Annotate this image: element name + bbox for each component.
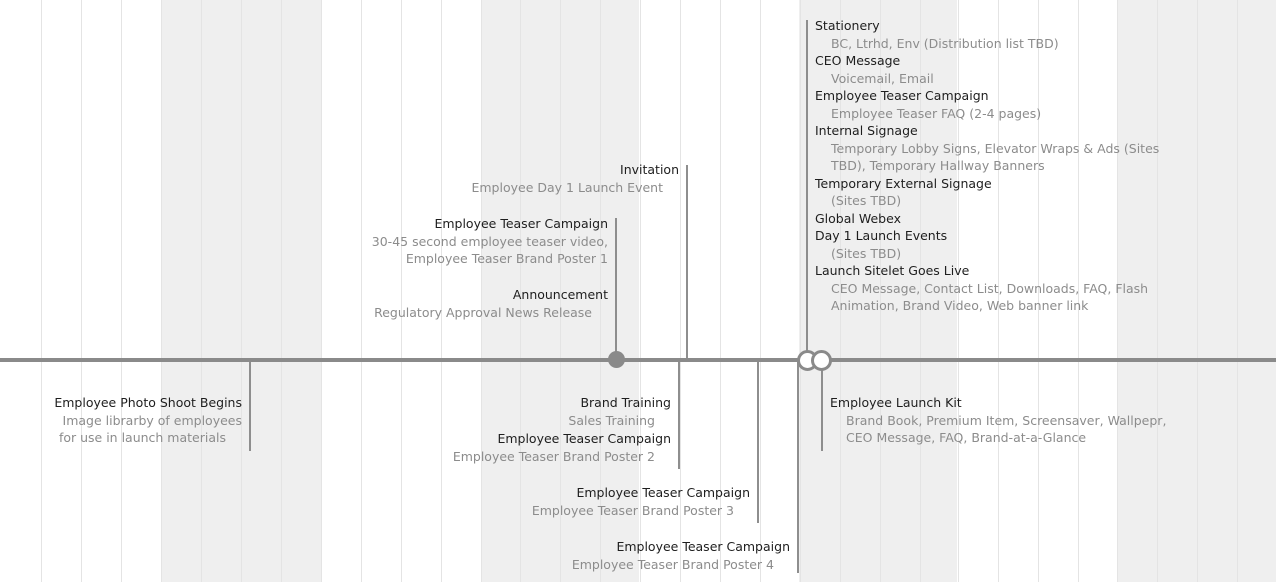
teaser-3-stem: [757, 362, 759, 523]
event-detail: Animation, Brand Video, Web banner link: [831, 298, 1089, 313]
teaser-4-stem: [797, 362, 799, 573]
event-title: Internal Signage: [815, 123, 918, 138]
launch-day-stem: [806, 20, 808, 360]
event-title: Brand Training: [580, 395, 671, 410]
event-detail: Employee Teaser Brand Poster 1: [405, 251, 608, 266]
timeline-axis: [0, 358, 1276, 362]
grid-line: [281, 0, 282, 582]
teaser-4-event: [572, 538, 790, 573]
event-detail: TBD), Temporary Hallway Banners: [831, 158, 1045, 173]
event-title: Employee Teaser Campaign: [815, 88, 989, 103]
event-title: Employee Photo Shoot Begins: [54, 395, 242, 410]
event-detail: (Sites TBD): [831, 245, 902, 261]
event-title: Launch Sitelet Goes Live: [815, 263, 970, 278]
event-title: Employee Teaser Campaign: [497, 431, 671, 446]
event-detail: Temporary Lobby Signs, Elevator Wraps & Ads (Sites: [831, 140, 1160, 156]
teaser-3-event: [532, 484, 750, 519]
event-title: Employee Teaser Campaign: [616, 539, 790, 554]
event-detail: Image librarby of employees: [62, 412, 242, 428]
teaser-1-event: [372, 215, 608, 268]
event-title: Day 1 Launch Events: [815, 228, 948, 243]
grid-line: [800, 0, 801, 582]
event-title: Invitation: [620, 162, 679, 177]
event-detail: Regulatory Approval News Release: [374, 304, 592, 320]
invitation-stem: [686, 165, 688, 360]
launch-kit-event: [830, 394, 1166, 447]
event-title: Employee Launch Kit: [830, 395, 962, 410]
brand-training-event: [568, 394, 671, 429]
event-title: CEO Message: [815, 53, 901, 68]
invitation-event: [471, 161, 679, 196]
grid-line: [161, 0, 162, 582]
grid-line: [201, 0, 202, 582]
event-title: Temporary External Signage: [815, 175, 992, 191]
event-detail: for use in launch materials: [58, 430, 226, 445]
grid-line: [321, 0, 322, 582]
event-detail: CEO Message, Contact List, Downloads, FAQ, Flash: [831, 280, 1149, 296]
event-detail: Employee Teaser Brand Poster 3: [531, 502, 734, 518]
grid-line: [1237, 0, 1238, 582]
event-detail: (Sites TBD): [831, 193, 902, 208]
photo-shoot-stem: [249, 362, 251, 451]
announcement-stem: [615, 218, 617, 360]
event-detail: Voicemail, Email: [831, 70, 934, 86]
event-detail: Employee Day 1 Launch Event: [471, 179, 663, 195]
event-title: Announcement: [512, 287, 608, 302]
event-detail: 30-45 second employee teaser video,: [371, 233, 608, 249]
launch-day-events: [815, 17, 1159, 315]
photo-shoot-event: [54, 394, 242, 447]
event-detail: Brand Book, Premium Item, Screensaver, Wallpepr,: [846, 412, 1167, 428]
event-detail: Sales Training: [568, 412, 655, 428]
grid-line: [41, 0, 42, 582]
grid-line: [361, 0, 362, 582]
grid-line: [1197, 0, 1198, 582]
event-title: Global Webex: [815, 210, 901, 226]
event-title: Employee Teaser Campaign: [576, 485, 750, 500]
event-detail: BC, Ltrhd, Env (Distribution list TBD): [831, 35, 1059, 51]
event-title: Stationery: [815, 18, 880, 33]
grid-line: [760, 0, 761, 582]
announcement-event: [374, 286, 608, 321]
brand-training-stem: [678, 362, 680, 469]
event-detail: Employee Teaser Brand Poster 4: [571, 556, 774, 572]
teaser-2-event: [453, 430, 671, 465]
grid-line: [121, 0, 122, 582]
grid-line: [81, 0, 82, 582]
launch-kit-marker: [811, 350, 832, 371]
launch-kit-stem: [821, 362, 823, 451]
announcement-marker: [608, 351, 625, 368]
event-title: Employee Teaser Campaign: [434, 216, 608, 231]
grid-line: [241, 0, 242, 582]
event-detail: CEO Message, FAQ, Brand-at-a-Glance: [846, 430, 1087, 445]
event-detail: Employee Teaser Brand Poster 2: [452, 448, 655, 464]
event-detail: Employee Teaser FAQ (2-4 pages): [831, 105, 1042, 121]
